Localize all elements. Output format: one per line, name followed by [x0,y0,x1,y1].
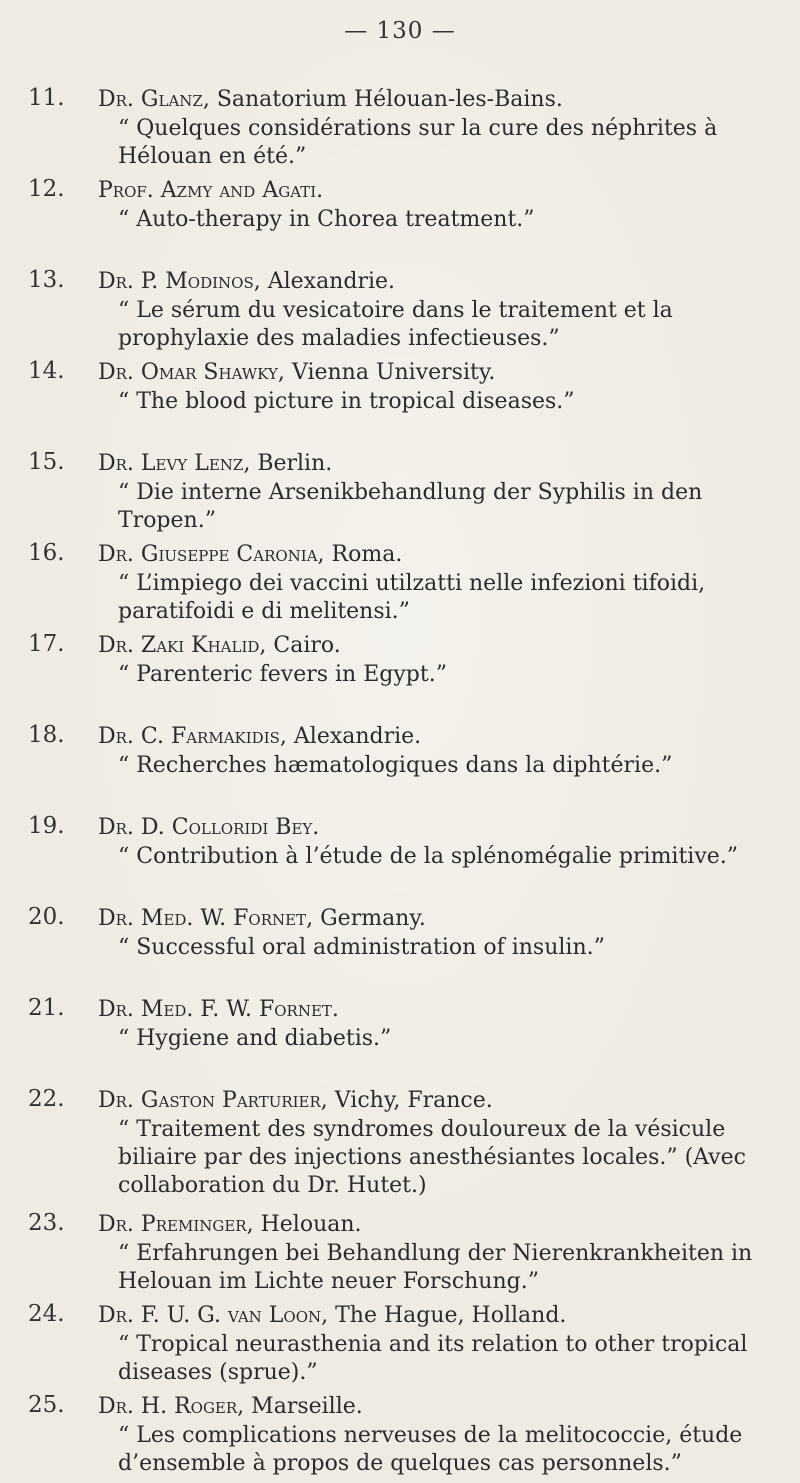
list-item [28,176,788,267]
entry-author [98,813,788,843]
entry-author [98,1210,788,1240]
entry-title: “ Die interne Arsenikbehandlung der Syphilis in den Tropen.” [118,480,703,533]
entry-title: “ Successful oral administration of insulin.” [118,935,605,960]
entry-title: “ Le sérum du vesicatoire dans le traitement et la prophylaxie des maladies infectieuses.” [118,298,673,351]
entry-number: 12. [28,176,65,202]
entry-title: “ Contribution à l’étude de la splénomégalie primitive.” [118,844,739,869]
page-number: — 130 — [344,18,456,44]
entry-author [98,1086,788,1116]
entry-author [98,995,788,1025]
author-name: Dr. Preminger, [98,1212,254,1237]
entry-number: 14. [28,358,65,384]
author-name: Dr. Levy Lenz, [98,451,251,476]
entry-author [98,540,788,570]
entry-number: 19. [28,813,65,839]
author-affiliation: Marseille. [251,1394,363,1419]
author-affiliation: The Hague, Holland. [335,1303,567,1328]
author-name: Dr. Med. F. W. Fornet. [98,997,339,1022]
entry-author [98,267,788,297]
entry-number: 20. [28,904,65,930]
entry-number: 23. [28,1210,65,1236]
author-affiliation: Sanatorium Hélouan-les-Bains. [216,87,563,112]
author-affiliation: Berlin. [257,451,333,476]
list-item [28,1301,788,1392]
entry-number: 22. [28,1086,65,1112]
entry-number: 18. [28,722,65,748]
entry-number: 21. [28,995,65,1021]
list-item [28,358,788,449]
author-affiliation: Cairo. [273,633,341,658]
entry-title: “ Tropical neurasthenia and its relation to other tropical diseases (sprue).” [118,1332,748,1385]
author-affiliation: Alexandrie. [267,269,396,294]
author-affiliation: Vienna University. [291,360,496,385]
entry-title: “ Recherches hæmatologiques dans la diphtérie.” [118,753,673,778]
author-affiliation: Alexandrie. [293,724,422,749]
author-name: Dr. H. Roger, [98,1394,245,1419]
entry-title: “ Les complications nerveuses de la melitococcie, étude d’ensemble à propos de quelques cas personnels.” [118,1423,743,1476]
entry-author [98,85,788,115]
entry-title: “ Traitement des syndromes douloureux de la vésicule biliaire par des injections anesthésiantes locales.” (Avec collaboration du Dr. Hutet.) [118,1117,746,1198]
entries-list [28,85,788,1483]
list-item [28,1210,788,1301]
author-name: Dr. P. Modinos, [98,269,261,294]
list-item [28,85,788,176]
author-name: Dr. Omar Shawky, [98,360,285,385]
entry-number: 25. [28,1392,65,1418]
entry-author [98,358,788,388]
author-name: Dr. Gaston Parturier, [98,1088,328,1113]
author-name: Dr. Zaki Khalid, [98,633,267,658]
author-name: Prof. Azmy and Agati. [98,178,324,203]
entry-author [98,1392,788,1422]
entry-title: “ L’impiego dei vaccini utilzatti nelle infezioni tifoidi, paratifoidi e di melitensi.” [118,571,706,624]
entry-author [98,449,788,479]
entry-number: 24. [28,1301,65,1327]
list-item [28,722,788,813]
list-item [28,1392,788,1483]
list-item [28,904,788,995]
author-affiliation: Helouan. [260,1212,362,1237]
list-item [28,449,788,540]
entry-title: “ Hygiene and diabetis.” [118,1026,392,1051]
list-item [28,995,788,1086]
entry-title: “ Erfahrungen bei Behandlung der Nierenkrankheiten in Helouan im Lichte neuer Forschung.” [118,1241,753,1294]
entry-title: “ Parenteric fevers in Egypt.” [118,662,447,687]
author-name: Dr. Glanz, [98,87,210,112]
author-affiliation: Vichy, France. [334,1088,493,1113]
entry-title: “ Quelques considérations sur la cure des néphrites à Hélouan en été.” [118,116,718,169]
author-name: Dr. D. Colloridi Bey. [98,815,320,840]
entry-number: 16. [28,540,65,566]
author-affiliation: Germany. [320,906,426,931]
list-item [28,1086,788,1210]
entry-number: 15. [28,449,65,475]
author-name: Dr. Giuseppe Caronia, [98,542,325,567]
entry-author [98,631,788,661]
entry-number: 17. [28,631,65,657]
entry-number: 11. [28,85,65,111]
entry-title: “ Auto-therapy in Chorea treatment.” [118,207,535,232]
list-item [28,631,788,722]
list-item [28,813,788,904]
author-name: Dr. Med. W. Fornet, [98,906,314,931]
entry-title: “ The blood picture in tropical diseases.” [118,389,575,414]
author-affiliation: Roma. [331,542,403,567]
entry-author [98,904,788,934]
entry-author [98,176,788,206]
author-name: Dr. C. Farmakidis, [98,724,287,749]
author-name: Dr. F. U. G. van Loon, [98,1303,329,1328]
entry-author [98,1301,788,1331]
list-item [28,540,788,631]
list-item [28,267,788,358]
entry-author [98,722,788,752]
entry-number: 13. [28,267,65,293]
